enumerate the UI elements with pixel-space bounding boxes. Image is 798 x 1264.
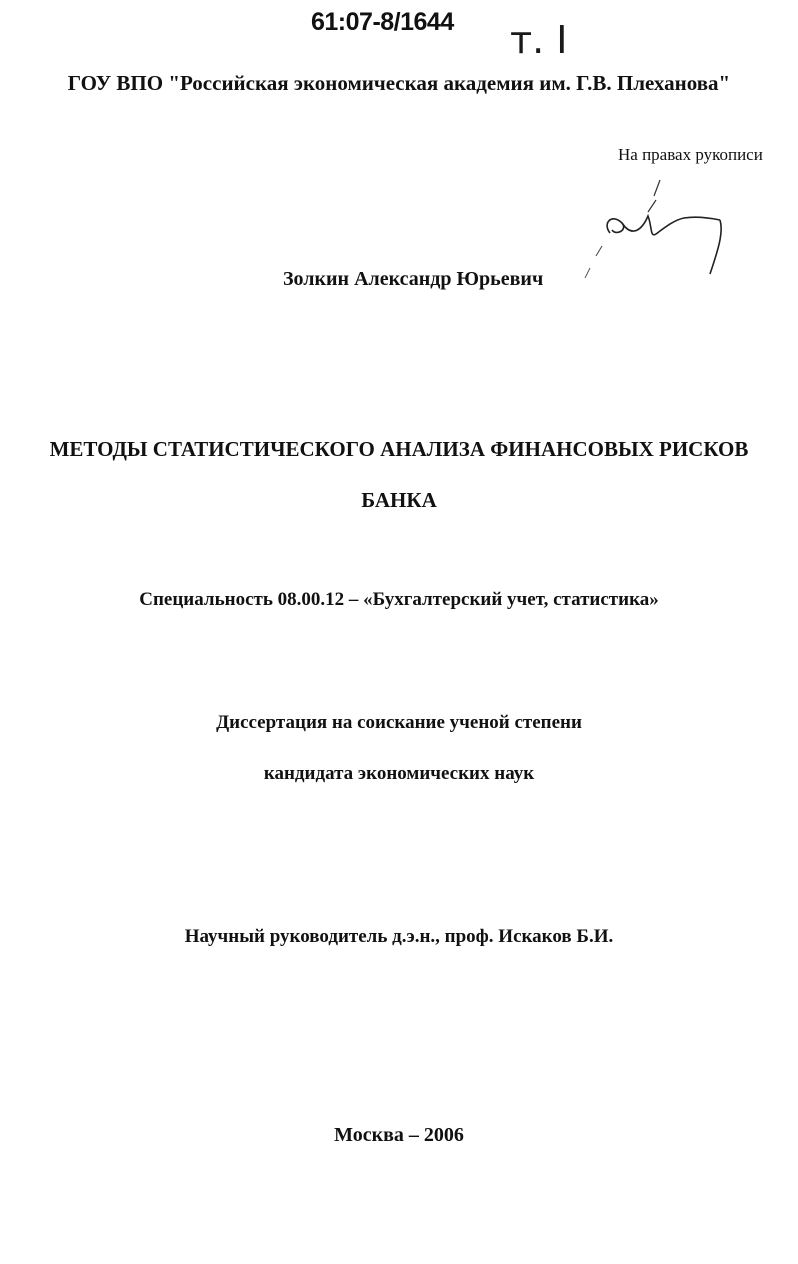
author-name: Золкин Александр Юрьевич <box>283 268 544 290</box>
scientific-supervisor: Научный руководитель д.э.н., проф. Искаков Б.И. <box>184 926 614 947</box>
signature-icon <box>582 178 732 288</box>
degree-line-1: Диссертация на соискание ученой степени <box>216 712 582 733</box>
rights-note: На правах рукописи <box>618 145 763 164</box>
degree-line-2: кандидата экономических наук <box>263 763 535 784</box>
specialty: Специальность 08.00.12 – «Бухгалтерский учет, статистика» <box>139 589 659 610</box>
dissertation-title-line-2: БАНКА <box>361 488 437 512</box>
dissertation-title-line-1: МЕТОДЫ СТАТИСТИЧЕСКОГО АНАЛИЗА ФИНАНСОВЫХ РИСКОВ <box>49 437 749 461</box>
volume-handwritten-mark: т. I <box>510 18 568 62</box>
catalog-number: 61:07-8/1644 <box>311 8 454 36</box>
institution-name: ГОУ ВПО "Российская экономическая академия им. Г.В. Плеханова" <box>67 71 731 95</box>
place-and-year: Москва – 2006 <box>334 1124 464 1146</box>
